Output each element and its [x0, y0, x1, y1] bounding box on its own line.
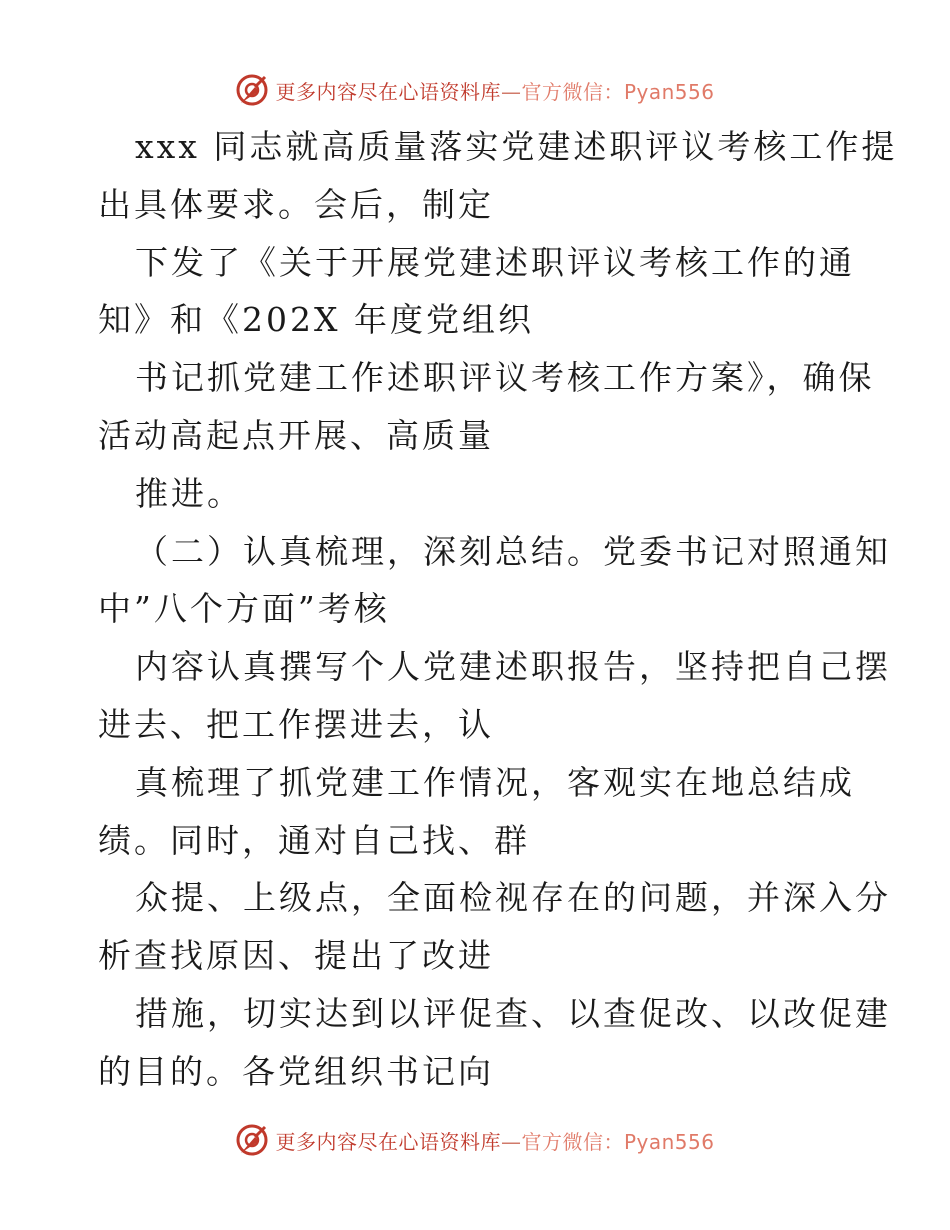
header-banner-title: 更多内容尽在心语资料库	[275, 79, 501, 104]
text-line: 出具体要求。会后，制定	[98, 184, 494, 224]
footer-banner	[0, 1120, 950, 1160]
text-line: 内容认真撰写个人党建述职报告，坚持把自己摆	[135, 647, 891, 687]
text-line: 活动高起点开展、高质量	[98, 415, 494, 455]
footer-banner-title: 更多内容尽在心语资料库	[275, 1129, 501, 1154]
text-line: 下发了《关于开展党建述职评议考核工作的通	[135, 242, 855, 282]
text-line: （二）认真梳理，深刻总结。党委书记对照通知	[135, 531, 891, 571]
text-line: 中”八个方面”考核	[98, 589, 390, 629]
pen-logo-icon	[235, 1123, 269, 1157]
text-line: 进去、把工作摆进去，认	[98, 704, 494, 744]
footer-banner-wechat: 官方微信：Pyan556	[521, 1129, 715, 1154]
header-banner-text	[275, 76, 714, 105]
footer-banner-separator: —	[500, 1129, 522, 1154]
text-line: 知》和《202X 年度党组织	[98, 300, 534, 340]
text-line: 书记抓党建工作述职评议考核工作方案》，确保	[135, 358, 875, 398]
header-banner-wechat: 官方微信：Pyan556	[521, 79, 715, 104]
text-line: 推进。	[135, 473, 243, 513]
text-line: 绩。同时，通对自己找、群	[98, 820, 530, 860]
pen-logo-icon	[235, 73, 269, 107]
text-line: 真梳理了抓党建工作情况，客观实在地总结成	[135, 762, 855, 802]
text-line: 措施，切实达到以评促查、以查促改、以改促建	[135, 993, 891, 1033]
header-banner	[0, 70, 950, 110]
text-line: 众提、上级点，全面检视存在的问题，并深入分	[135, 878, 891, 918]
text-line: 的目的。各党组织书记向	[98, 1051, 494, 1091]
header-banner-separator: —	[500, 79, 522, 104]
text-line: xxx 同志就高质量落实党建述职评议考核工作提	[135, 127, 898, 166]
document-body	[98, 118, 898, 1101]
text-line: 析查找原因、提出了改进	[98, 936, 494, 976]
footer-banner-text	[275, 1126, 714, 1155]
